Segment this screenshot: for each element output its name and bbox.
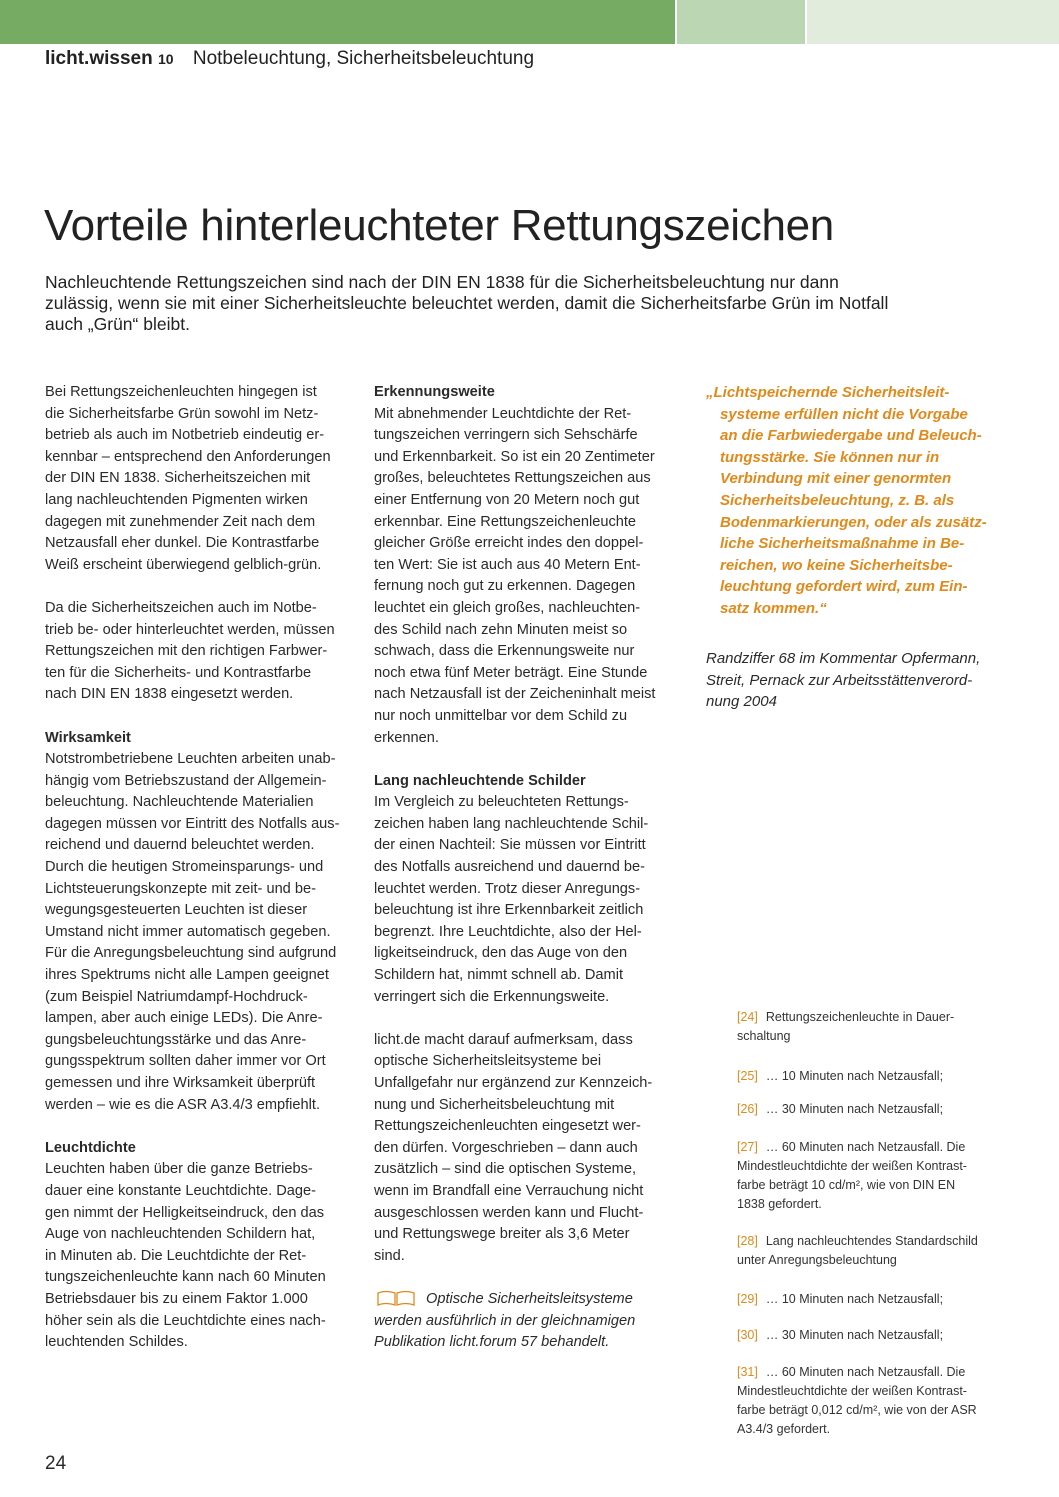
publication-note-text <box>374 1289 655 1354</box>
text-line: gungsspektrum sollten daher immer vor Ort <box>45 1053 326 1070</box>
text-line: zusätzlich – sind die optischen Systeme, <box>374 1161 637 1178</box>
footnote-text: Lang nachleuchtendes Standardschild <box>765 1234 978 1248</box>
footnote-line <box>737 1157 967 1176</box>
footnote-text: … 10 Minuten nach Netzausfall; <box>765 1069 944 1083</box>
footnote-text: … 60 Minuten nach Netzausfall. Die <box>765 1140 966 1154</box>
footnote-line <box>737 1067 943 1086</box>
text-line: Optische Sicherheitsleitsysteme <box>426 1290 633 1307</box>
text-line: leuchtung gefordert wird, zum Ein- <box>720 578 968 596</box>
text-line: leuchtet werden. Trotz dieser Anregungs- <box>374 880 641 897</box>
text-line: dagegen mit zunehmender Zeit nach dem <box>45 513 316 530</box>
text-line: Verbindung mit einer genormten <box>720 470 952 488</box>
text-line: noch etwa fünf Meter beträgt. Eine Stunde <box>374 664 648 681</box>
series-name: licht.wissen <box>45 48 153 69</box>
paragraph <box>45 382 339 576</box>
page-number: 24 <box>45 1453 67 1474</box>
text-line: Leuchten haben über die ganze Betriebs- <box>45 1161 313 1178</box>
footnote-line <box>737 1138 967 1157</box>
text-line: trieb be- oder hinterleuchtet werden, müssen <box>45 621 335 638</box>
paragraph <box>45 598 339 706</box>
text-line: werden – wie es die ASR A3.4/3 empfiehlt. <box>45 1096 321 1113</box>
text-line: Rettungszeichenleuchten eingesetzt wer- <box>374 1118 641 1135</box>
footnote-number: [29] <box>737 1292 758 1306</box>
footnote-text: farbe beträgt 10 cd/m², wie von DIN EN <box>737 1178 956 1192</box>
publication-note <box>374 1289 655 1354</box>
text-line: gemessen und ihre Wirksamkeit überprüft <box>45 1075 316 1091</box>
subheading: Wirksamkeit <box>45 729 131 746</box>
footnote-number: [24] <box>737 1010 758 1024</box>
footnote-number: [25] <box>737 1069 758 1083</box>
text-line: systeme erfüllen nicht die Vorgabe <box>720 405 968 423</box>
text-line: einer Entfernung von 20 Metern noch gut <box>374 491 640 508</box>
footnote <box>737 1138 967 1214</box>
text-line: Notstrombetriebene Leuchten arbeiten unab- <box>45 751 336 768</box>
text-line: dauer eine konstante Leuchtdichte. Dage- <box>45 1182 316 1199</box>
text-line: tungsstärke. Sie können nur in <box>720 448 940 466</box>
footnote-line <box>737 1326 943 1345</box>
series-number: 10 <box>157 51 174 67</box>
header-bar-green <box>0 0 675 44</box>
text-line: schwach, dass die Erkennungsweite nur <box>374 643 635 660</box>
text-line: Lichtsteuerungskonzepte mit zeit- und be- <box>45 880 316 897</box>
text-line: Nachleuchtende Rettungszeichen sind nach der DIN EN 1838 für die Sicherheitsbeleuchtung nur dann <box>45 272 839 292</box>
text-line: wegungsgesteuerten Leuchten ist dieser <box>45 902 308 919</box>
text-line: zulässig, wenn sie mit einer Sicherheitsleuchte beleuchtet werden, damit die Sicherheitsfarbe Grün im Notfall <box>45 293 889 313</box>
column-2 <box>374 382 655 1354</box>
paragraph <box>45 1159 339 1353</box>
text-line: tungszeichenleuchte kann nach 60 Minuten <box>45 1269 326 1286</box>
text-line: der DIN EN 1838. Sicherheitszeichen mit <box>45 470 311 487</box>
footnote-text: Mindestleuchtdichte der weißen Kontrast- <box>737 1384 967 1398</box>
footnote-text: 1838 gefordert. <box>737 1197 822 1211</box>
text-line: gungsbeleuchtungsstärke und das Anre- <box>45 1031 307 1048</box>
text-line: optische Sicherheitsleitsysteme bei <box>374 1053 602 1070</box>
text-line: an die Farbwiedergabe und Beleuch- <box>720 427 982 445</box>
footnote-line <box>737 1382 977 1401</box>
text-line: verringert sich die Erkennungsweite. <box>374 988 610 1005</box>
paragraph <box>374 404 655 750</box>
text-line: satz kommen.“ <box>720 599 827 617</box>
text-line: liche Sicherheitsmaßnahme in Be- <box>720 535 965 553</box>
footnote-text: … 30 Minuten nach Netzausfall; <box>765 1102 944 1116</box>
footnote-text: Mindestleuchtdichte der weißen Kontrast- <box>737 1159 967 1173</box>
footnote-number: [30] <box>737 1328 758 1342</box>
text-line: Sicherheitsbeleuchtung, z. B. als <box>720 491 955 509</box>
footnote-line <box>737 1401 977 1420</box>
footnote-line <box>737 1363 977 1382</box>
footnote-number: [26] <box>737 1102 758 1116</box>
paragraph <box>45 749 339 1116</box>
text-line: des Schild nach zehn Minuten meist so <box>374 621 628 638</box>
text-line: Bodenmarkierungen, oder als zusätz- <box>720 513 987 531</box>
text-line: Auge von nachleuchtenden Schildern hat, <box>45 1226 316 1243</box>
footnote-line <box>737 1027 954 1046</box>
text-line: betrieb als auch im Notbetrieb eindeutig er- <box>45 427 325 444</box>
text-line: begrenzt. Ihre Leuchtdichte, also der Hel- <box>374 923 642 940</box>
text-line: fernung noch gut zu erkennen. Dagegen <box>374 578 636 595</box>
footnote <box>737 1067 943 1086</box>
text-line: reichend und dauernd beleuchtet werden. <box>45 837 315 854</box>
footnote <box>737 1290 943 1309</box>
footnote-number: [28] <box>737 1234 758 1248</box>
text-line: den dürfen. Vorgeschrieben – dann auch <box>374 1139 638 1156</box>
text-line: reichen, wo keine Sicherheitsbe- <box>720 556 953 574</box>
footnote-text: A3.4/3 gefordert. <box>737 1422 831 1436</box>
topic: Notbeleuchtung, Sicherheitsbeleuchtung <box>192 48 535 69</box>
text-line: tungszeichen verringern sich Sehschärfe <box>374 427 638 444</box>
footnote-text: … 60 Minuten nach Netzausfall. Die <box>765 1365 966 1379</box>
header-bar-light-green <box>677 0 805 44</box>
footnote-line <box>737 1195 967 1214</box>
text-line: werden ausführlich in der gleichnamigen <box>374 1312 636 1329</box>
text-line: Streit, Pernack zur Arbeitsstättenverord- <box>706 671 973 689</box>
text-line: Durch die heutigen Stromeinsparungs- und <box>45 859 324 876</box>
footnote-number: [31] <box>737 1365 758 1379</box>
subheading: Lang nachleuchtende Schilder <box>374 772 586 789</box>
footnote-line <box>737 1176 967 1195</box>
text-line: Netzausfall eher dunkel. Die Kontrastfarbe <box>45 535 320 552</box>
text-line: Umstand nicht immer automatisch gegeben. <box>45 923 331 940</box>
text-line: ligkeitseindruck, den das Auge von den <box>374 945 628 962</box>
footnote <box>737 1326 943 1345</box>
footnote-text: schaltung <box>737 1029 791 1043</box>
paragraph <box>374 1030 655 1268</box>
text-line: ten für die Sicherheits- und Kontrastfarbe <box>45 664 312 681</box>
text-line: und Erkennbarkeit. So ist ein 20 Zentimeter <box>374 448 655 465</box>
text-line: Weiß erscheint überwiegend gelblich-grün. <box>45 556 322 573</box>
text-line: Unfallgefahr nur ergänzend zur Kennzeich- <box>374 1075 653 1091</box>
paragraph <box>374 792 655 1008</box>
text-line: Randziffer 68 im Kommentar Opfermann, <box>706 650 981 667</box>
text-line: nach DIN EN 1838 eingesetzt werden. <box>45 686 294 703</box>
text-line: gleicher Größe erreicht indes den doppel- <box>374 535 644 552</box>
footnote-text: … 10 Minuten nach Netzausfall; <box>765 1292 944 1306</box>
pull-quote <box>706 382 987 620</box>
text-line: nach Netzausfall ist der Zeicheninhalt meist <box>374 686 656 703</box>
footnote <box>737 1100 943 1119</box>
footnote-line <box>737 1232 978 1251</box>
footnote-text: Rettungszeichenleuchte in Dauer- <box>765 1010 955 1024</box>
text-line: ihres Spektrums nicht alle Lampen geeignet <box>45 967 329 984</box>
page-title: Vorteile hinterleuchteter Rettungszeichen <box>44 201 834 250</box>
quote-source <box>706 648 980 713</box>
text-line: Betriebsdauer bis zu einem Faktor 1.000 <box>45 1290 308 1307</box>
footnote-line <box>737 1100 943 1119</box>
footnote-text: … 30 Minuten nach Netzausfall; <box>765 1328 944 1342</box>
text-line: lampen, aber auch einige LEDs). Die Anre- <box>45 1010 323 1027</box>
intro <box>45 272 888 335</box>
text-line: in Minuten ab. Die Leuchtdichte der Ret- <box>45 1247 307 1264</box>
running-header <box>45 48 534 70</box>
text-line: und Rettungswege breiter als 3,6 Meter <box>374 1226 630 1243</box>
text-line: „Lichtspeichernde Sicherheitsleit- <box>706 384 950 401</box>
text-line: hängig vom Betriebszustand der Allgemein- <box>45 772 327 789</box>
text-line: höher sein als die Leuchtdichte eines nach- <box>45 1312 326 1329</box>
text-line: Für die Anregungsbeleuchtung sind aufgrund <box>45 945 337 962</box>
footnote <box>737 1363 977 1439</box>
footnote <box>737 1008 954 1046</box>
footnote-line <box>737 1008 954 1027</box>
text-line: leuchtet ein gleich großes, nachleuchten- <box>374 599 641 616</box>
text-line: großes, beleuchtetes Rettungszeichen aus <box>374 470 651 487</box>
text-line: Da die Sicherheitszeichen auch im Notbe- <box>45 599 317 616</box>
text-line: ten Wert: Sie ist auch aus 40 Metern Ent- <box>374 556 641 573</box>
text-line: leuchtenden Schildes. <box>45 1334 188 1351</box>
text-line: nung und Sicherheitsbeleuchtung mit <box>374 1096 615 1113</box>
text-line: nung 2004 <box>706 693 777 711</box>
footnote <box>737 1232 978 1270</box>
text-line: dagegen müssen vor Eintritt des Notfalls aus- <box>45 815 340 832</box>
text-line: (zum Beispiel Natriumdampf-Hochdruck- <box>45 988 308 1005</box>
text-line: der einen Nachteil: Sie müssen vor Eintritt <box>374 837 646 854</box>
subheading: Leuchtdichte <box>45 1139 136 1156</box>
header-bar-pale-green <box>807 0 1059 44</box>
column-1 <box>45 382 339 1375</box>
text-line: wenn im Brandfall eine Verrauchung nicht <box>374 1182 644 1199</box>
text-line: des Notfalls ausreichend und dauernd be- <box>374 859 645 876</box>
text-line: Rettungszeichen mit den richtigen Farbwer- <box>45 643 328 660</box>
footnote-number: [27] <box>737 1140 758 1154</box>
text-line: zeichen haben lang nachleuchtende Schil- <box>374 815 649 832</box>
text-line: erkennen. <box>374 729 439 746</box>
text-line: kennbar – entsprechend den Anforderungen <box>45 448 331 465</box>
footnote-line <box>737 1251 978 1270</box>
text-line: Bei Rettungszeichenleuchten hingegen ist <box>45 384 317 400</box>
text-line: beleuchtung. Nachleuchtende Materialien <box>45 794 314 811</box>
footnote-line <box>737 1420 977 1439</box>
text-line: ausgeschlossen werden kann und Flucht- <box>374 1204 644 1221</box>
text-line: auch „Grün“ bleibt. <box>45 314 190 334</box>
footnote-text: farbe beträgt 0,012 cd/m², wie von der ASR <box>737 1403 977 1417</box>
text-line: lang nachleuchtenden Pigmenten wirken <box>45 491 308 508</box>
text-line: gen nimmt der Helligkeitseindruck, den das <box>45 1204 325 1221</box>
subheading: Erkennungsweite <box>374 384 495 400</box>
text-line: Schildern hat, nimmt schnell ab. Damit <box>374 967 624 984</box>
text-line: die Sicherheitsfarbe Grün sowohl im Netz- <box>45 405 319 422</box>
footnote-line <box>737 1290 943 1309</box>
book-icon <box>376 1290 416 1308</box>
text-line: Publikation licht.forum 57 behandelt. <box>374 1334 610 1351</box>
text-line: Mit abnehmender Leuchtdichte der Ret- <box>374 405 632 422</box>
text-line: beleuchtung ist ihre Erkennbarkeit zeitlich <box>374 902 644 919</box>
text-line: sind. <box>374 1247 405 1264</box>
text-line: nur noch unmittelbar vor dem Schild zu <box>374 707 628 724</box>
text-line: licht.de macht darauf aufmerksam, dass <box>374 1031 633 1048</box>
footnote-text: unter Anregungsbeleuchtung <box>737 1253 897 1267</box>
text-line: Im Vergleich zu beleuchteten Rettungs- <box>374 794 629 811</box>
text-line: erkennbar. Eine Rettungszeichenleuchte <box>374 513 637 530</box>
